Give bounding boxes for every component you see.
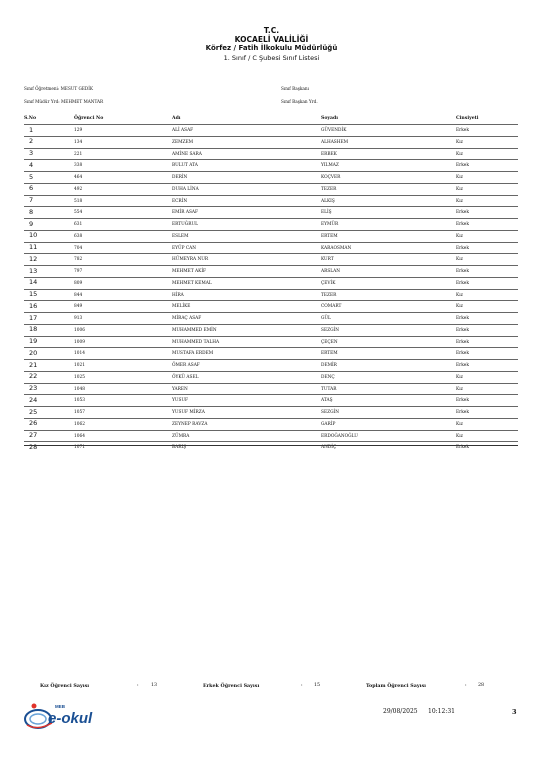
row-sno: 15 [29, 290, 38, 298]
row-name: MUSTAFA ERDEM [172, 351, 214, 357]
svg-text:MEB: MEB [55, 704, 65, 709]
table-row [24, 300, 518, 312]
row-student-no: 134 [74, 139, 83, 145]
row-student-no: 1014 [74, 351, 85, 357]
row-surname: SEZGİN [321, 327, 339, 333]
row-gender: Kız [456, 139, 463, 145]
row-gender: Kız [456, 421, 463, 427]
row-gender: Erkek [456, 222, 469, 227]
row-gender: Erkek [456, 245, 469, 251]
table-row [24, 441, 518, 453]
col-student-no: Öğrenci No [74, 116, 104, 121]
row-name: ZÜMRA [172, 433, 190, 439]
row-gender: Kız [456, 233, 463, 239]
row-gender: Erkek [456, 445, 469, 451]
table-row [24, 324, 518, 336]
row-sno: 1 [29, 125, 34, 134]
row-name: MELİKE [172, 304, 191, 310]
svg-text:e-okul: e-okul [48, 710, 93, 727]
row-student-no: 338 [74, 163, 83, 169]
row-gender: Erkek [456, 210, 469, 216]
row-name: HÜMEYRA NUR [172, 257, 209, 263]
class-teacher: Sınıf Öğretmeni: MESUT GEDİK [24, 86, 94, 91]
table-row [24, 148, 518, 160]
row-student-no: 1025 [74, 374, 85, 380]
row-student-no: 631 [74, 222, 83, 227]
row-name: ÖMER ASAF [172, 363, 200, 368]
row-name: MİRAÇ ASAF [172, 316, 202, 321]
row-surname: KARAOSMAN [321, 245, 352, 251]
col-sno: S.No [24, 116, 37, 121]
row-sno: 16 [29, 301, 38, 310]
row-name: BULUT ATA [172, 163, 198, 169]
table-row [24, 312, 518, 324]
row-sno: 23 [29, 384, 38, 392]
row-surname: ÇEÇEN [321, 339, 338, 345]
row-gender: Erkek [456, 269, 469, 274]
row-surname: GARİP [321, 421, 336, 427]
row-surname: ELİŞ [321, 210, 332, 216]
row-student-no: 1053 [74, 398, 85, 404]
row-name: DUHA LİNA [172, 186, 199, 192]
row-surname: ATAŞ [321, 398, 333, 404]
row-gender: Erkek [456, 128, 469, 133]
row-gender: Kız [456, 374, 463, 380]
row-sno: 13 [29, 266, 38, 275]
row-sno: 24 [29, 395, 38, 404]
row-student-no: 221 [74, 151, 83, 157]
table-row [24, 277, 518, 289]
table-row [24, 171, 518, 183]
row-name: MEHMET AKİF [172, 269, 207, 274]
e-okul-logo [22, 697, 102, 733]
row-surname: GÜL [321, 316, 331, 321]
row-surname: TUTAR [321, 386, 337, 392]
row-sno: 19 [29, 337, 38, 345]
row-student-no: 554 [74, 210, 83, 216]
row-sno: 22 [29, 372, 38, 381]
row-sno: 18 [29, 325, 38, 334]
row-name: YUSUF MİRZA [172, 410, 205, 415]
total-count: 28 [478, 683, 485, 688]
row-sno: 7 [29, 196, 34, 204]
table-row [24, 394, 518, 406]
row-surname: ERTEM [321, 233, 338, 239]
row-gender: Kız [456, 292, 463, 298]
table-row [24, 383, 518, 395]
table-row [24, 159, 518, 171]
row-name: YAREN [172, 386, 188, 392]
row-student-no: 844 [74, 292, 83, 298]
table-row [24, 195, 518, 207]
row-gender: Kız [456, 433, 463, 439]
table-row [24, 253, 518, 265]
class-president: Sınıf Başkanı [281, 86, 309, 91]
boy-count-label: Erkek Öğrenci Sayısı [203, 683, 260, 689]
row-sno: 27 [29, 431, 38, 439]
col-name: Adı [172, 116, 181, 121]
row-sno: 21 [29, 360, 38, 369]
table-row [24, 124, 518, 136]
row-name: MUHAMMED TALHA [172, 339, 220, 345]
row-gender: Kız [456, 151, 463, 157]
row-sno: 26 [29, 419, 38, 428]
row-student-no: 638 [74, 233, 83, 239]
row-name: ESLEM [172, 233, 189, 239]
table-bottom-line [24, 445, 518, 446]
row-student-no: 1048 [74, 386, 85, 392]
header-school: Körfez / Fatih İlkokulu Müdürlüğü [205, 44, 338, 52]
row-surname: GÜVENDİK [321, 128, 347, 133]
class-vice-principal: Sınıf Müdür Yrd: MEHMET MANTAR [24, 99, 104, 104]
row-student-no: 704 [74, 245, 83, 251]
row-gender: Erkek [456, 398, 469, 404]
row-student-no: 1009 [74, 339, 85, 345]
row-surname: KURT [321, 257, 334, 263]
table-row [24, 230, 518, 242]
class-vice-president: Sınıf Başkan Yrd. [281, 99, 318, 104]
row-gender: Erkek [456, 163, 469, 169]
row-name: BARIŞ [172, 445, 187, 451]
header-tc: T.C. [263, 26, 280, 35]
row-surname: YILMAZ [321, 163, 339, 169]
table-row [24, 430, 518, 442]
row-name: ZEYNEP RAVZA [172, 421, 208, 427]
print-time: 10:12:31 [428, 708, 455, 715]
row-student-no: 1071 [74, 445, 85, 451]
row-gender: Erkek [456, 410, 469, 415]
row-surname: COMART [321, 304, 342, 310]
row-name: EMİR ASAF [172, 210, 198, 216]
row-surname: SEZGİN [321, 410, 339, 415]
row-name: HİRA [172, 292, 184, 298]
row-gender: Kız [456, 186, 463, 192]
col-surname: Soyadı [321, 116, 338, 121]
row-surname: EYMÜR [321, 222, 339, 227]
header-list-title: 1. Sınıf / C Şubesi Sınıf Listesi [223, 54, 320, 62]
row-gender: Kız [456, 304, 463, 310]
table-header [24, 116, 518, 124]
row-student-no: 782 [74, 257, 83, 263]
total-count-sep: : [465, 683, 467, 688]
row-student-no: 809 [74, 280, 83, 286]
boy-count: 15 [314, 683, 321, 688]
row-surname: ANDİÇ [321, 445, 337, 451]
table-row [24, 136, 518, 148]
row-sno: 3 [29, 149, 34, 157]
print-date: 29/08/2025 [383, 708, 418, 715]
row-student-no: 1006 [74, 327, 85, 333]
row-sno: 2 [29, 137, 34, 146]
table-row [24, 359, 518, 371]
row-gender: Erkek [456, 351, 469, 357]
row-name: ALİ ASAF [172, 128, 194, 133]
row-sno: 6 [29, 184, 34, 193]
table-row [24, 289, 518, 301]
row-surname: KOÇVER [321, 175, 341, 180]
row-sno: 20 [29, 348, 38, 357]
row-name: MUHAMMED EMİN [172, 327, 217, 333]
row-surname: ARSLAN [321, 269, 340, 274]
row-sno: 17 [29, 313, 38, 322]
row-surname: ERDOĞANOĞLU [321, 433, 358, 439]
row-sno: 28 [29, 442, 38, 451]
table-row [24, 242, 518, 254]
table-row [24, 206, 518, 218]
table-row [24, 406, 518, 418]
row-student-no: 849 [74, 304, 83, 310]
table-row [24, 336, 518, 348]
table-row [24, 418, 518, 430]
row-sno: 9 [29, 219, 34, 228]
col-gender: Cinsiyeti [456, 116, 479, 121]
row-surname: TEZER [321, 186, 337, 192]
table-row [24, 347, 518, 359]
header-valilik: KOCAELİ VALİLİĞİ [234, 35, 309, 44]
row-name: ÖYKÜ ASEL [172, 374, 199, 380]
page-number: 3 [512, 708, 517, 716]
row-student-no: 913 [74, 316, 83, 321]
girl-count-label: Kız Öğrenci Sayısı [40, 683, 90, 689]
boy-count-sep: : [301, 683, 303, 688]
row-gender: Erkek [456, 316, 469, 321]
row-name: MEHMET KEMAL [172, 280, 212, 286]
row-surname: ALHASHEM [321, 139, 349, 145]
row-gender: Kız [456, 257, 463, 263]
row-name: ERTUĞRUL [172, 222, 198, 227]
row-surname: TEZER [321, 292, 337, 298]
row-student-no: 129 [74, 128, 83, 133]
row-gender: Erkek [456, 339, 469, 345]
row-sno: 10 [29, 231, 38, 240]
row-surname: ALKIŞ [321, 198, 335, 204]
row-gender: Erkek [456, 363, 469, 368]
row-surname: ERBEK [321, 151, 337, 157]
row-gender: Erkek [456, 327, 469, 333]
student-table [24, 124, 518, 453]
row-student-no: 1021 [74, 363, 85, 368]
total-count-label: Toplam Öğrenci Sayısı [366, 683, 426, 689]
row-sno: 14 [29, 278, 38, 287]
row-student-no: 464 [74, 175, 83, 180]
row-surname: ÇEVİK [321, 280, 336, 286]
row-name: ECRİN [172, 198, 188, 204]
table-row [24, 265, 518, 277]
girl-count-sep: : [137, 683, 139, 688]
row-sno: 12 [29, 254, 38, 263]
row-name: ZEMZEM [172, 139, 194, 145]
row-sno: 11 [29, 243, 38, 251]
row-student-no: 492 [74, 186, 83, 192]
row-name: YUSUF [172, 398, 189, 404]
row-gender: Kız [456, 175, 463, 180]
row-gender: Kız [456, 198, 463, 204]
table-row [24, 218, 518, 230]
row-sno: 5 [29, 172, 34, 181]
row-sno: 25 [29, 407, 38, 416]
row-student-no: 1057 [74, 410, 85, 415]
row-sno: 8 [29, 207, 34, 216]
row-student-no: 1062 [74, 421, 85, 427]
row-student-no: 518 [74, 198, 83, 204]
row-surname: DEMİR [321, 363, 337, 368]
row-student-no: 1064 [74, 433, 85, 439]
row-surname: DENÇ [321, 374, 335, 380]
row-gender: Erkek [456, 280, 469, 286]
row-surname: ERTEM [321, 351, 338, 357]
row-name: EYÜP CAN [172, 245, 197, 251]
row-student-no: 797 [74, 269, 83, 274]
e-okul-logo-mark [22, 697, 102, 733]
row-gender: Kız [456, 386, 463, 392]
table-row [24, 371, 518, 383]
girl-count: 13 [151, 683, 158, 688]
table-row [24, 183, 518, 195]
row-name: AMİNE SARA [172, 151, 202, 157]
row-sno: 4 [29, 160, 34, 169]
row-name: DERİN [172, 175, 188, 180]
